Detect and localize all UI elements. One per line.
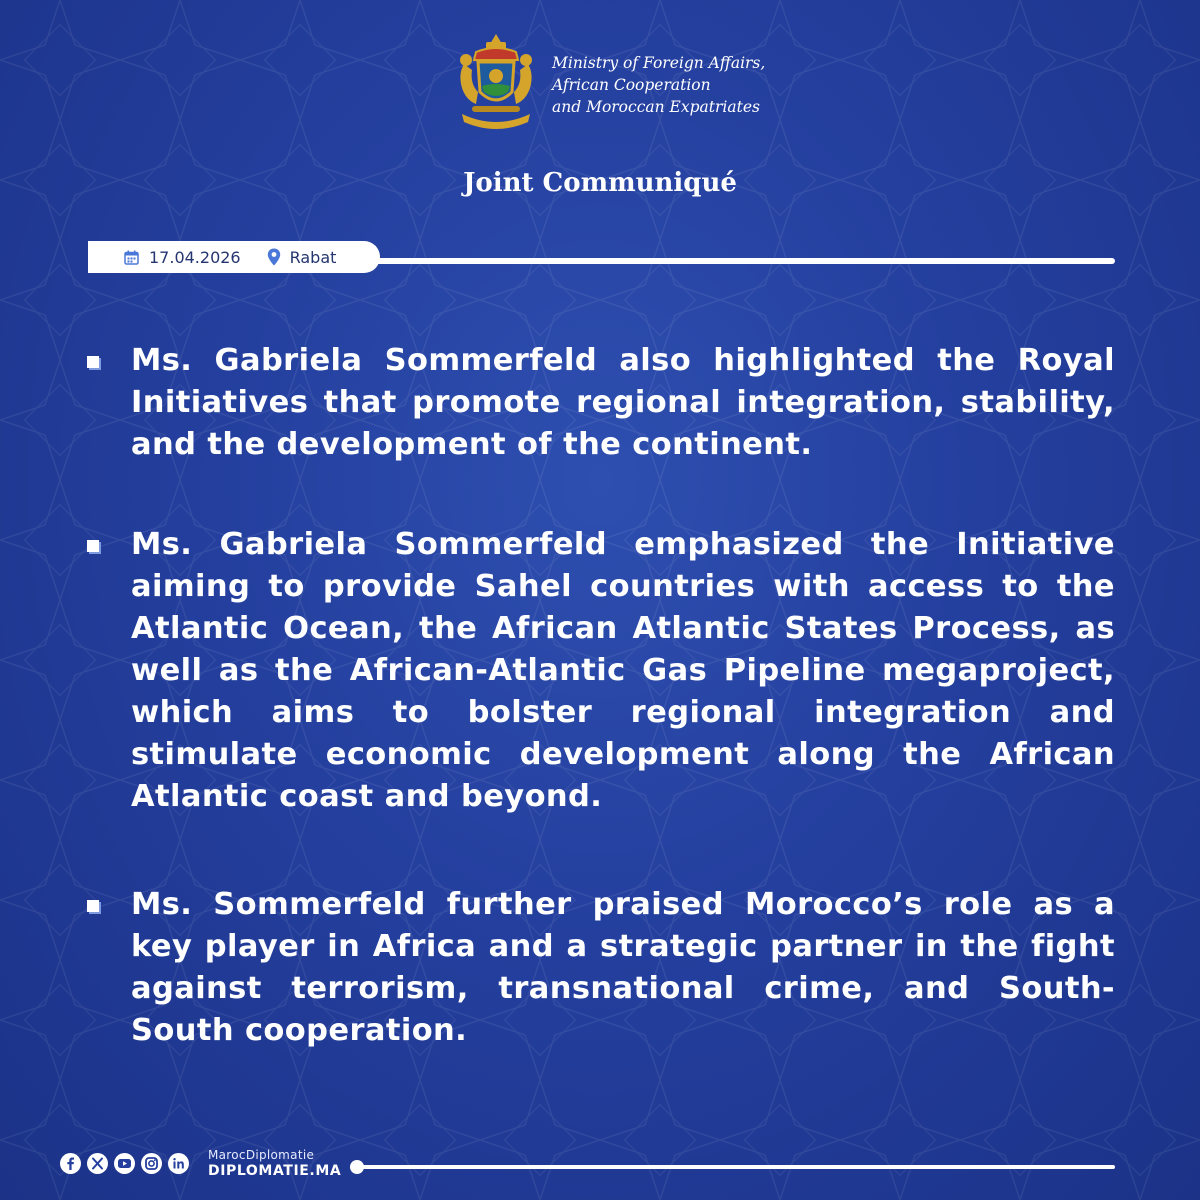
communique-date: 17.04.2026 [149, 247, 241, 267]
instagram-icon[interactable] [141, 1153, 162, 1174]
bullet-square-icon [86, 539, 102, 555]
ministry-line-2: African Cooperation [552, 76, 711, 94]
coat-of-arms-icon [450, 30, 542, 135]
social-handle: MarocDiplomatie [208, 1148, 315, 1162]
divider-line [372, 258, 1115, 264]
website-link[interactable]: DIPLOMATIE.MA [208, 1163, 342, 1179]
facebook-icon[interactable] [60, 1153, 81, 1174]
linkedin-icon[interactable] [168, 1153, 189, 1174]
calendar-icon [124, 250, 139, 265]
page-title: Joint Communiqué [463, 168, 737, 198]
ministry-line-3: and Moroccan Expatriates [552, 98, 760, 116]
bullet-text: Ms. Gabriela Sommerfeld emphasized the Initiative aiming to provide Sahel countries with access to the Atlantic Ocean, the African Atlantic States Process, as well as the African-Atlantic Gas Pipeline megaproject, which aims to bolster regional integration and stimulate economic development along the African Atlantic coast and beyond. [131, 527, 1115, 814]
ministry-line-1: Ministry of Foreign Affairs, [552, 54, 766, 72]
bullet-text: Ms. Gabriela Sommerfeld also highlighted the Royal Initiatives that promote regional integration, stability, and the development of the continent. [131, 343, 1115, 462]
communique-location: Rabat [289, 247, 337, 267]
header [0, 30, 1200, 140]
ministry-name [552, 52, 765, 118]
date-location-bar [88, 241, 380, 273]
footer-divider-line [360, 1165, 1115, 1169]
bullet-text: Ms. Sommerfeld further praised Morocco’s role as a key player in Africa and a strategic partner in the fight against terrorism, transnational crime, and South-South cooperation. [131, 887, 1115, 1048]
bullet-square-icon [86, 355, 102, 371]
youtube-icon[interactable] [114, 1153, 135, 1174]
footer [0, 1145, 1200, 1185]
x-icon[interactable] [87, 1153, 108, 1174]
location-pin-icon [267, 248, 281, 266]
bullet-square-icon [86, 899, 102, 915]
